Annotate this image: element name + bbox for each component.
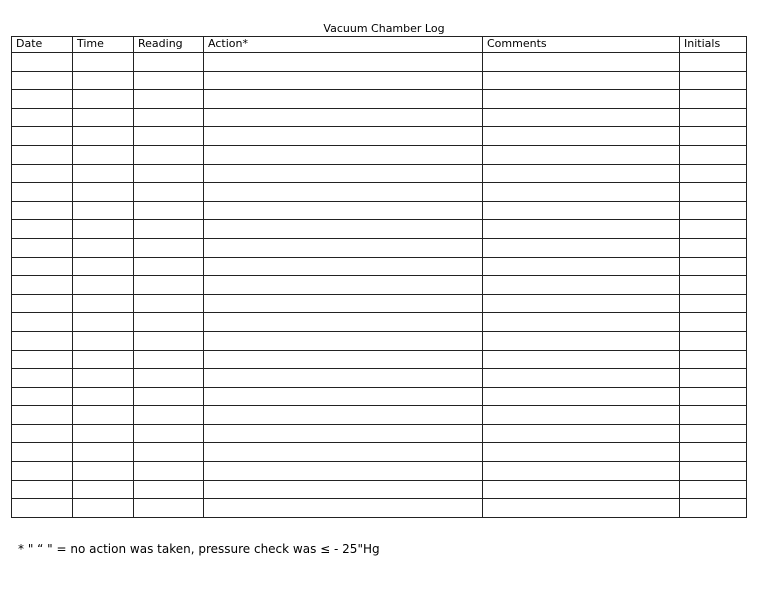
cell-time[interactable] [73,313,134,332]
cell-comments[interactable] [483,108,680,127]
cell-reading[interactable] [134,387,204,406]
cell-initials[interactable] [680,108,747,127]
table-row [12,127,747,146]
cell-reading[interactable] [134,294,204,313]
cell-time[interactable] [73,164,134,183]
cell-action[interactable] [204,294,483,313]
cell-action[interactable] [204,350,483,369]
cell-initials[interactable] [680,462,747,481]
cell-time[interactable] [73,220,134,239]
cell-reading[interactable] [134,443,204,462]
cell-action[interactable] [204,387,483,406]
cell-date[interactable] [12,127,73,146]
cell-action[interactable] [204,462,483,481]
cell-initials[interactable] [680,201,747,220]
cell-action[interactable] [204,443,483,462]
cell-reading[interactable] [134,201,204,220]
cell-initials[interactable] [680,53,747,72]
table-row [12,406,747,425]
cell-time[interactable] [73,90,134,109]
cell-date[interactable] [12,145,73,164]
cell-date[interactable] [12,220,73,239]
table-row [12,201,747,220]
table-row [12,220,747,239]
cell-date[interactable] [12,480,73,499]
cell-date[interactable] [12,201,73,220]
cell-date[interactable] [12,331,73,350]
table-row [12,443,747,462]
cell-comments[interactable] [483,499,680,518]
cell-action[interactable] [204,53,483,72]
cell-reading[interactable] [134,238,204,257]
cell-date[interactable] [12,369,73,388]
table-row [12,499,747,518]
log-table-body [12,53,747,518]
cell-reading[interactable] [134,276,204,295]
cell-time[interactable] [73,424,134,443]
table-row [12,108,747,127]
cell-date[interactable] [12,53,73,72]
cell-action[interactable] [204,238,483,257]
table-row [12,387,747,406]
cell-date[interactable] [12,164,73,183]
cell-initials[interactable] [680,331,747,350]
table-row [12,90,747,109]
cell-action[interactable] [204,499,483,518]
cell-reading[interactable] [134,331,204,350]
cell-date[interactable] [12,71,73,90]
cell-date[interactable] [12,350,73,369]
cell-initials[interactable] [680,276,747,295]
cell-comments[interactable] [483,387,680,406]
cell-time[interactable] [73,127,134,146]
cell-action[interactable] [204,164,483,183]
cell-date[interactable] [12,406,73,425]
cell-initials[interactable] [680,406,747,425]
cell-initials[interactable] [680,71,747,90]
cell-time[interactable] [73,294,134,313]
cell-comments[interactable] [483,424,680,443]
column-header-comments: Comments [483,37,680,53]
cell-date[interactable] [12,294,73,313]
cell-action[interactable] [204,183,483,202]
cell-comments[interactable] [483,90,680,109]
table-row [12,257,747,276]
cell-action[interactable] [204,71,483,90]
cell-comments[interactable] [483,331,680,350]
table-row [12,294,747,313]
cell-comments[interactable] [483,313,680,332]
cell-time[interactable] [73,462,134,481]
table-row [12,71,747,90]
cell-comments[interactable] [483,276,680,295]
cell-reading[interactable] [134,350,204,369]
cell-comments[interactable] [483,350,680,369]
cell-date[interactable] [12,313,73,332]
cell-initials[interactable] [680,499,747,518]
table-row [12,480,747,499]
action-footnote: * " “ " = no action was taken, pressure check was ≤ - 25"Hg [18,542,380,556]
log-title: Vacuum Chamber Log [323,22,445,35]
cell-comments[interactable] [483,127,680,146]
cell-action[interactable] [204,424,483,443]
cell-time[interactable] [73,238,134,257]
column-header-action: Action* [204,37,483,53]
cell-date[interactable] [12,443,73,462]
table-row [12,350,747,369]
cell-time[interactable] [73,331,134,350]
cell-date[interactable] [12,238,73,257]
cell-reading[interactable] [134,424,204,443]
cell-reading[interactable] [134,499,204,518]
table-row [12,313,747,332]
cell-action[interactable] [204,201,483,220]
table-row [12,276,747,295]
cell-time[interactable] [73,71,134,90]
cell-time[interactable] [73,201,134,220]
cell-date[interactable] [12,108,73,127]
cell-date[interactable] [12,276,73,295]
cell-initials[interactable] [680,480,747,499]
cell-time[interactable] [73,480,134,499]
cell-time[interactable] [73,406,134,425]
cell-action[interactable] [204,313,483,332]
cell-comments[interactable] [483,183,680,202]
cell-reading[interactable] [134,71,204,90]
cell-initials[interactable] [680,183,747,202]
cell-reading[interactable] [134,257,204,276]
cell-time[interactable] [73,145,134,164]
vacuum-log-table [11,36,747,518]
cell-date[interactable] [12,257,73,276]
cell-initials[interactable] [680,220,747,239]
cell-comments[interactable] [483,145,680,164]
cell-initials[interactable] [680,257,747,276]
cell-reading[interactable] [134,127,204,146]
cell-initials[interactable] [680,443,747,462]
cell-reading[interactable] [134,462,204,481]
cell-initials[interactable] [680,424,747,443]
cell-comments[interactable] [483,294,680,313]
cell-comments[interactable] [483,257,680,276]
cell-initials[interactable] [680,350,747,369]
cell-date[interactable] [12,183,73,202]
cell-time[interactable] [73,350,134,369]
cell-initials[interactable] [680,127,747,146]
cell-initials[interactable] [680,90,747,109]
cell-comments[interactable] [483,164,680,183]
cell-initials[interactable] [680,164,747,183]
cell-date[interactable] [12,424,73,443]
cell-initials[interactable] [680,238,747,257]
cell-time[interactable] [73,443,134,462]
cell-action[interactable] [204,369,483,388]
cell-action[interactable] [204,127,483,146]
cell-initials[interactable] [680,369,747,388]
table-row [12,369,747,388]
cell-time[interactable] [73,499,134,518]
cell-reading[interactable] [134,53,204,72]
cell-reading[interactable] [134,90,204,109]
cell-date[interactable] [12,90,73,109]
cell-action[interactable] [204,220,483,239]
table-row [12,145,747,164]
cell-date[interactable] [12,499,73,518]
cell-time[interactable] [73,257,134,276]
column-header-reading: Reading [134,37,204,53]
table-header-row [12,37,747,53]
cell-action[interactable] [204,480,483,499]
cell-comments[interactable] [483,53,680,72]
cell-time[interactable] [73,276,134,295]
cell-action[interactable] [204,276,483,295]
cell-comments[interactable] [483,480,680,499]
table-row [12,462,747,481]
cell-initials[interactable] [680,145,747,164]
cell-reading[interactable] [134,406,204,425]
cell-reading[interactable] [134,164,204,183]
column-header-date: Date [12,37,73,53]
cell-comments[interactable] [483,369,680,388]
table-row [12,164,747,183]
cell-action[interactable] [204,90,483,109]
cell-action[interactable] [204,331,483,350]
table-row [12,53,747,72]
cell-action[interactable] [204,257,483,276]
cell-comments[interactable] [483,201,680,220]
cell-comments[interactable] [483,238,680,257]
cell-time[interactable] [73,53,134,72]
cell-comments[interactable] [483,443,680,462]
cell-action[interactable] [204,145,483,164]
cell-reading[interactable] [134,108,204,127]
cell-initials[interactable] [680,294,747,313]
cell-time[interactable] [73,369,134,388]
cell-comments[interactable] [483,406,680,425]
cell-reading[interactable] [134,480,204,499]
cell-reading[interactable] [134,145,204,164]
table-row [12,183,747,202]
table-row [12,238,747,257]
cell-reading[interactable] [134,183,204,202]
cell-date[interactable] [12,387,73,406]
cell-comments[interactable] [483,462,680,481]
cell-initials[interactable] [680,387,747,406]
cell-time[interactable] [73,183,134,202]
cell-time[interactable] [73,387,134,406]
cell-comments[interactable] [483,71,680,90]
cell-date[interactable] [12,462,73,481]
column-header-initials: Initials [680,37,747,53]
cell-time[interactable] [73,108,134,127]
table-row [12,331,747,350]
cell-action[interactable] [204,108,483,127]
table-row [12,424,747,443]
cell-reading[interactable] [134,220,204,239]
cell-initials[interactable] [680,313,747,332]
column-header-time: Time [73,37,134,53]
cell-reading[interactable] [134,313,204,332]
cell-action[interactable] [204,406,483,425]
cell-reading[interactable] [134,369,204,388]
cell-comments[interactable] [483,220,680,239]
